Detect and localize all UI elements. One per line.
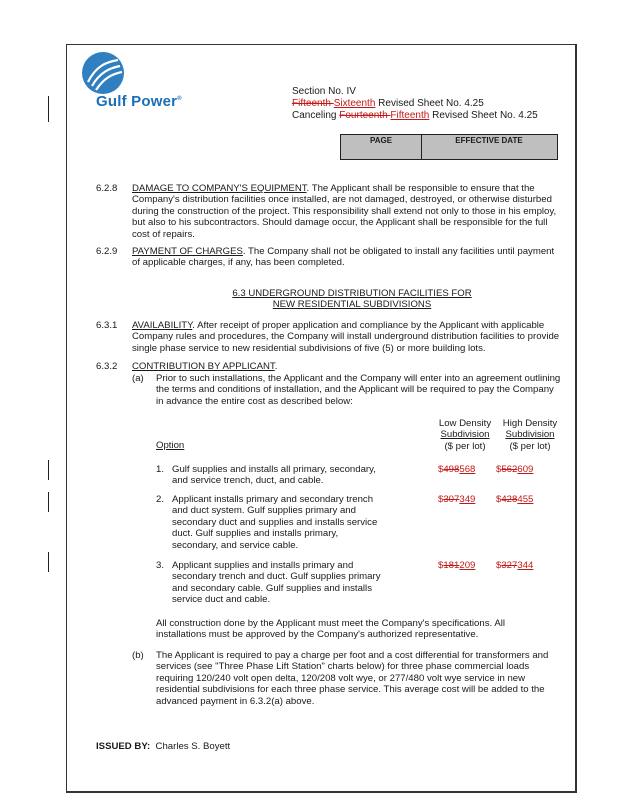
section-629: PAYMENT OF CHARGES. The Company shall not be obligated to install any facilities until payment of applicable charges, if any, has been completed. bbox=[132, 246, 555, 269]
item-a-label: (a) bbox=[132, 373, 144, 384]
low-price-3: $181209 bbox=[438, 560, 476, 571]
option-header: Option bbox=[156, 440, 185, 451]
high-density-header: High Density Subdivision ($ per lot) bbox=[502, 418, 558, 452]
option-num: 1. bbox=[156, 464, 165, 475]
gulf-power-logo-icon bbox=[82, 52, 124, 94]
low-density-header: Low Density Subdivision ($ per lot) bbox=[438, 418, 492, 452]
option-row-1: Gulf supplies and installs all primary, secondary, and service trench, duct, and cable. bbox=[172, 464, 376, 487]
section-631: AVAILABILITY. After receipt of proper application and compliance by the Applicant with applicable Company rules and procedures, the Company will install underground distribution facilities to provide single phase service to new residential subdivisions of five (5) or more building lots. bbox=[132, 320, 560, 354]
item-b-label: (b) bbox=[132, 650, 144, 661]
item-b-text: The Applicant is required to pay a charge per foot and a cost differential for transformers and services (see "Three Phase Lift Station" charts below) for three phase commercial loads requiring 120/240 volt open delta, 120/208 volt wye, or 277/480 volt wye service in new residential subdivisions for each three phase service. This average cost will be added to the advanced payment in 6.3.2(a) above. bbox=[156, 650, 549, 707]
effective-date-cell-label: EFFECTIVE DATE bbox=[455, 136, 523, 145]
low-price-1: $498568 bbox=[438, 464, 476, 475]
logo-wordmark: Gulf Power® bbox=[96, 93, 182, 110]
effective-date-box bbox=[340, 134, 558, 160]
option-row-2: Applicant installs primary and secondary trench and duct system. Gulf supplies primary and secondary duct and supplies and installs service duct. Gulf supplies and installs primary, secondary, and service cable. bbox=[172, 494, 378, 551]
revision-bar bbox=[48, 492, 49, 512]
low-price-2: $307349 bbox=[438, 494, 476, 505]
section-num: 6.3.1 bbox=[96, 320, 118, 331]
revision-bar bbox=[48, 96, 49, 122]
section-number: Section No. IV bbox=[292, 86, 356, 97]
item-a-text: Prior to such installations, the Applicant and the Company will enter into an agreement outlining the terms and conditions of installation, and the Applicant will be required to pay the Company in advance the entire cost as described below: bbox=[156, 373, 561, 407]
revision-bar bbox=[48, 460, 49, 480]
high-price-3: $327344 bbox=[496, 560, 534, 571]
section-num: 6.2.8 bbox=[96, 183, 118, 194]
issued-by: ISSUED BY: Charles S. Boyett bbox=[96, 741, 231, 752]
high-price-2: $428455 bbox=[496, 494, 534, 505]
section-628: DAMAGE TO COMPANY'S EQUIPMENT. The Applicant shall be responsible to ensure that the Company's distribution facilities once installed, are not damaged, destroyed, or otherwise disturbed during the construction of the project. This responsibility shall extend not only to those in his employ, but also to his subcontractors. Should damage occur, the Applicant shall be responsible for the full cost of repairs. bbox=[132, 183, 557, 240]
sheet-line: Fifteenth Sixteenth Revised Sheet No. 4.25 bbox=[292, 98, 484, 109]
construction-note: All construction done by the Applicant must meet the Company's specifications. All installations must be approved by the Company's authorized representative. bbox=[156, 618, 505, 641]
option-row-3: Applicant supplies and installs primary and secondary trench and duct. Gulf supplies primary and secondary cable. Gulf supplies and installs service duct and cable. bbox=[172, 560, 381, 606]
section-num: 6.2.9 bbox=[96, 246, 118, 257]
page-cell-label: PAGE bbox=[341, 135, 422, 159]
option-num: 3. bbox=[156, 560, 165, 571]
revision-bar bbox=[48, 552, 49, 572]
high-price-1: $562609 bbox=[496, 464, 534, 475]
section-632-title: CONTRIBUTION BY APPLICANT. bbox=[132, 361, 278, 372]
canceling-line: Canceling Fourteenth Fifteenth Revised Sheet No. 4.25 bbox=[292, 110, 538, 121]
section-num: 6.3.2 bbox=[96, 361, 118, 372]
option-num: 2. bbox=[156, 494, 165, 505]
section-63-heading: 6.3 UNDERGROUND DISTRIBUTION FACILITIES FOR NEW RESIDENTIAL SUBDIVISIONS bbox=[232, 288, 472, 311]
